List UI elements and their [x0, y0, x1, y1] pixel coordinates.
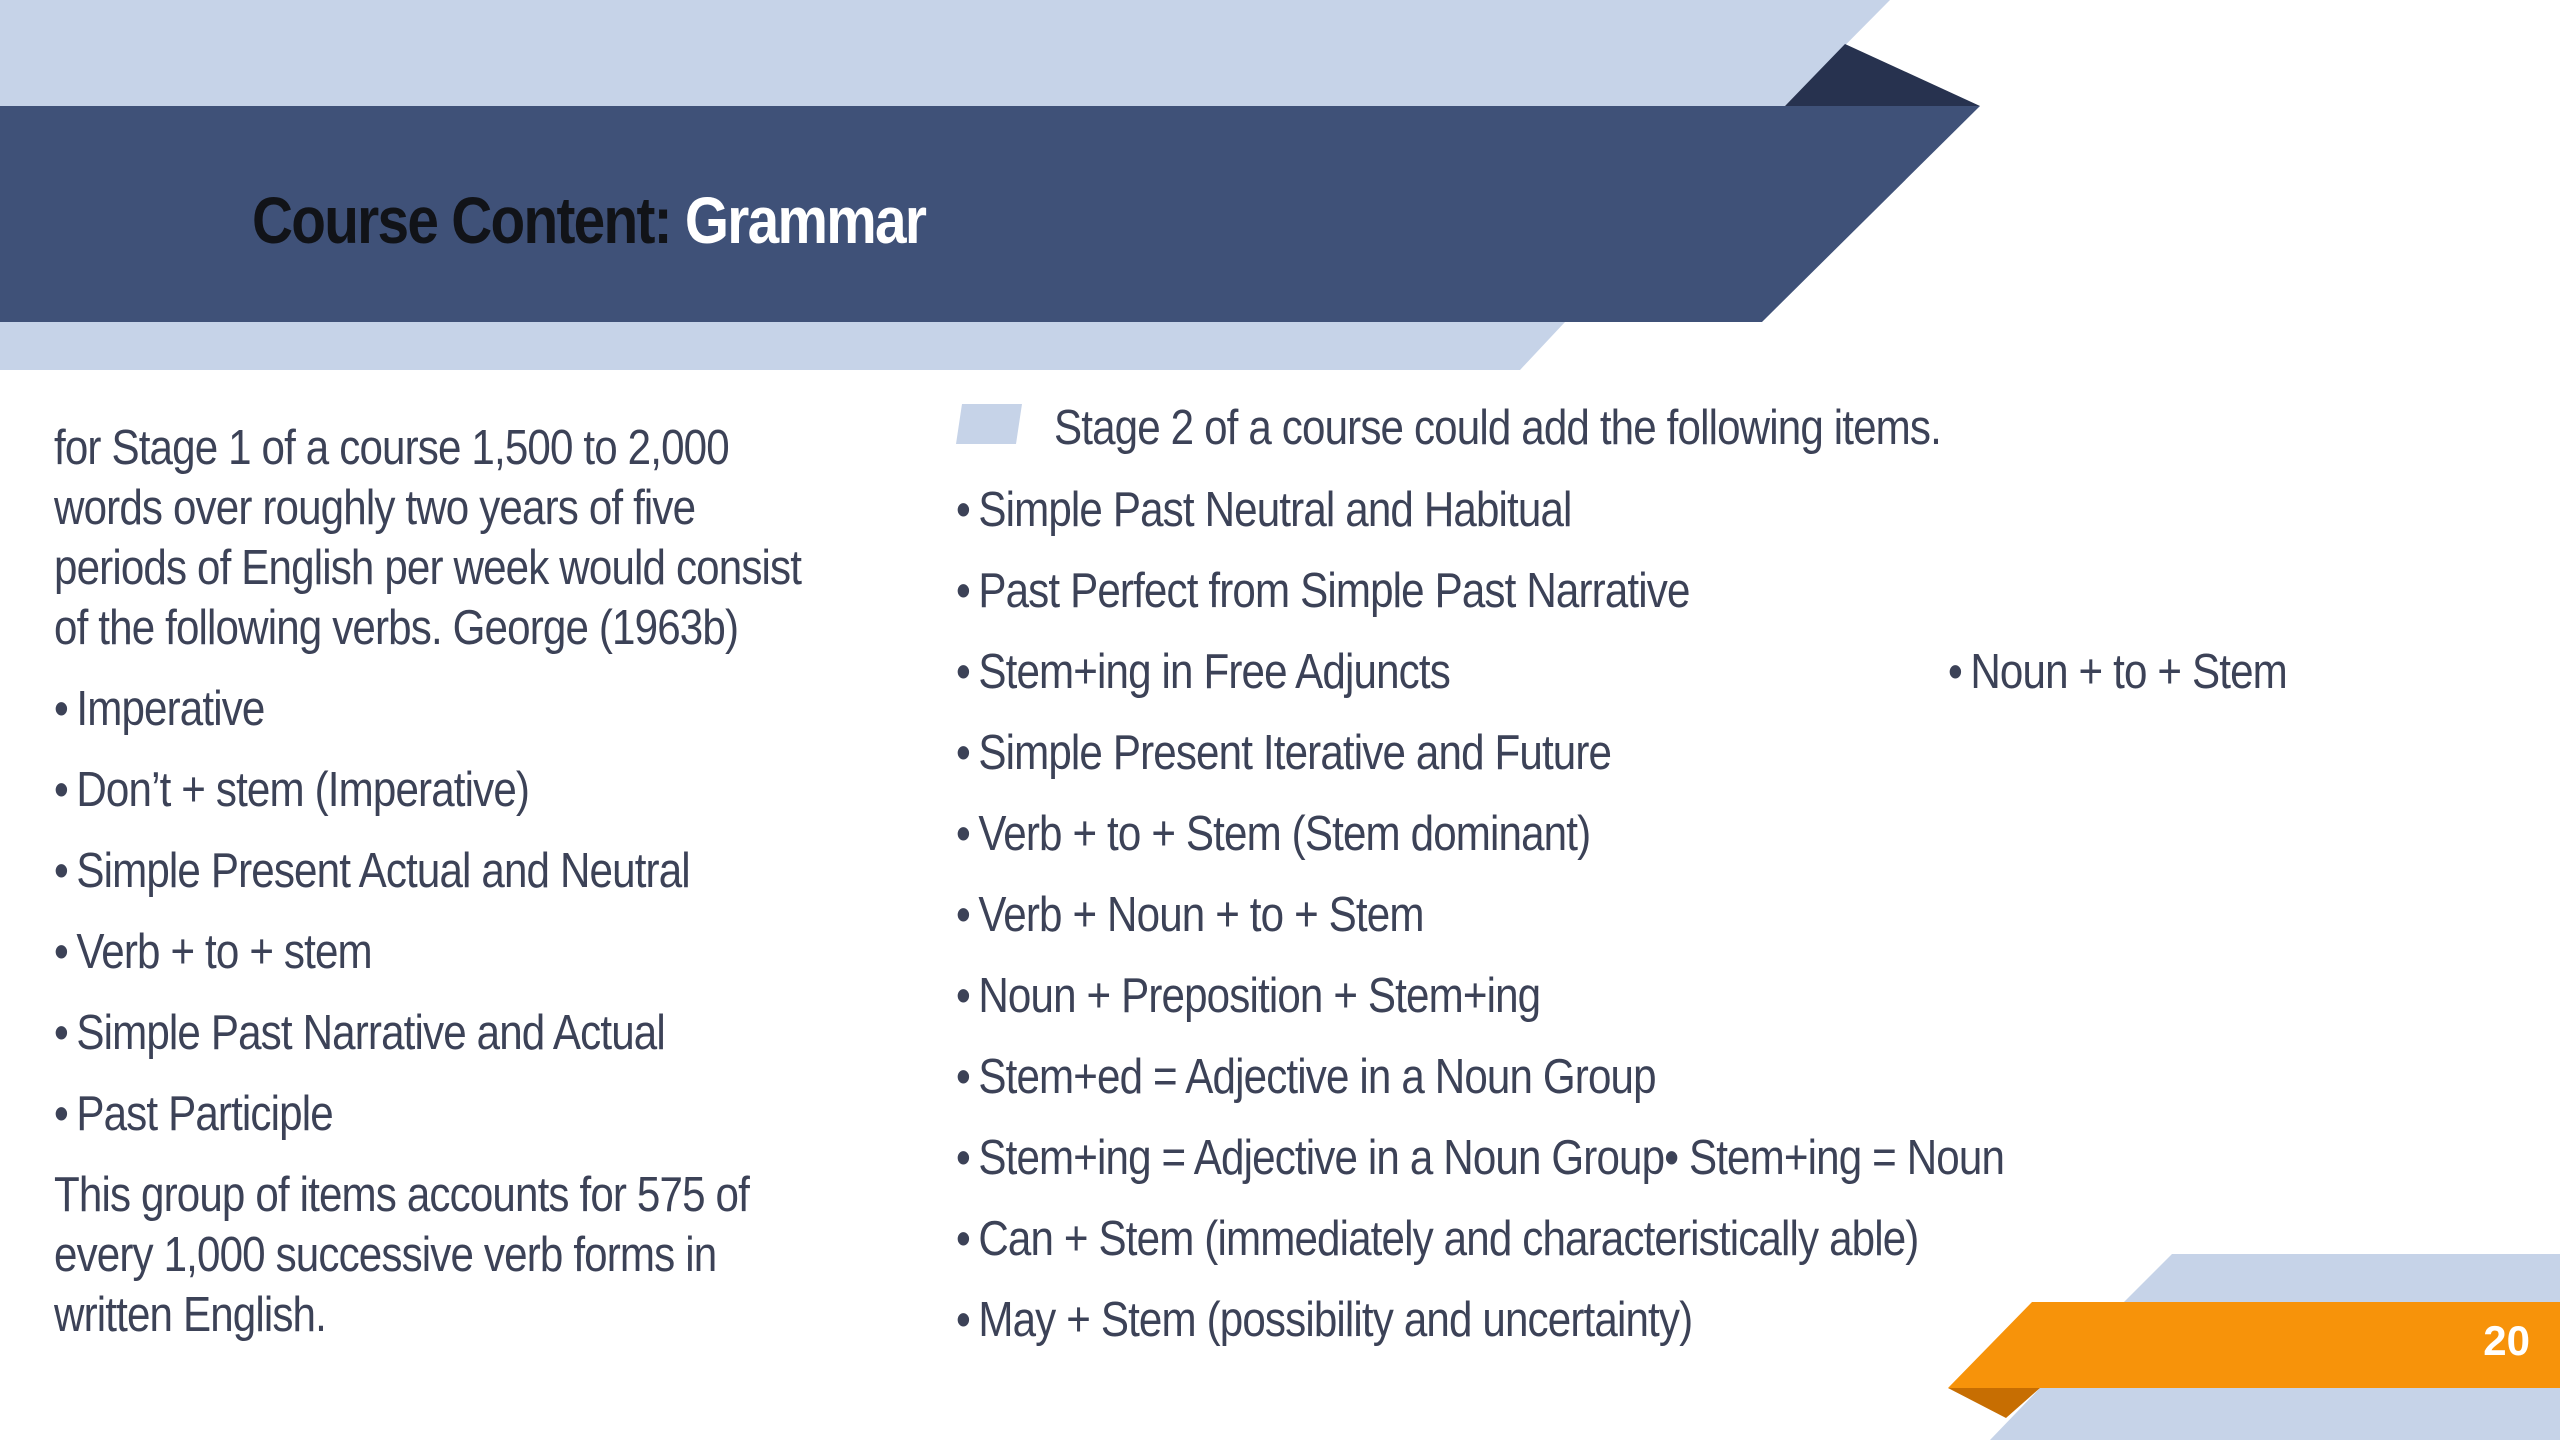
right-bullet-text: Verb + Noun + to + Stem — [978, 888, 1424, 942]
left-bullet-item — [54, 679, 828, 739]
left-closing-paragraph — [54, 1165, 828, 1345]
bullet-dot-icon: • — [956, 483, 970, 537]
left-column — [54, 418, 828, 1345]
left-closing-line: every 1,000 successive verb forms in — [54, 1228, 717, 1282]
right-bullet-item — [956, 480, 2004, 561]
page-number: 20 — [2483, 1317, 2530, 1364]
right-bullet-text: Noun + Preposition + Stem+ing — [978, 969, 1541, 1023]
bullet-dot-icon: • — [54, 1087, 68, 1141]
right-bullet-text: Stem+ing in Free Adjuncts — [978, 645, 1450, 699]
right-bullet-text: Simple Present Iterative and Future — [978, 726, 1612, 780]
stage-marker-icon — [956, 404, 1022, 444]
right-extra-bullet — [1948, 642, 2287, 702]
right-bullet-item — [956, 1128, 2004, 1209]
right-bullet-item — [956, 561, 2004, 642]
bullet-dot-icon: • — [54, 844, 68, 898]
left-bullet-text: Imperative — [76, 682, 265, 736]
bullet-dot-icon: • — [956, 888, 970, 942]
left-bullet-item — [54, 1003, 828, 1063]
bullet-dot-icon: • — [54, 682, 68, 736]
right-bullet-item — [956, 1209, 2004, 1290]
left-closing-line: written English. — [54, 1288, 326, 1342]
left-bullet-item — [54, 841, 828, 901]
right-bullet-item — [956, 966, 2004, 1047]
bullet-dot-icon: • — [54, 1006, 68, 1060]
left-intro-line: of the following verbs. George (1963b) — [54, 601, 739, 655]
slide-title-accent: Grammar — [684, 183, 926, 257]
bullet-dot-icon: • — [956, 1131, 970, 1185]
left-closing-line: This group of items accounts for 575 of — [54, 1168, 749, 1222]
header-light-band — [0, 0, 1890, 106]
bullet-dot-icon: • — [956, 807, 970, 861]
bullet-dot-icon: • — [956, 564, 970, 618]
bullet-dot-icon: • — [956, 1293, 970, 1347]
left-intro-line: for Stage 1 of a course 1,500 to 2,000 — [54, 421, 729, 475]
right-bullet-item — [956, 1047, 2004, 1128]
right-bullet-item — [956, 885, 2004, 966]
header-lower-strip — [0, 322, 1565, 370]
left-bullet-text: Verb + to + stem — [76, 925, 372, 979]
right-bullet-text: Past Perfect from Simple Past Narrative — [978, 564, 1690, 618]
slide-title — [252, 170, 925, 270]
slide-title-lead: Course Content: — [252, 183, 671, 257]
left-bullet-item — [54, 760, 828, 820]
right-extra-bullet-text: Noun + to + Stem — [1970, 645, 2287, 699]
bullet-dot-icon: • — [54, 925, 68, 979]
bullet-dot-icon: • — [956, 726, 970, 780]
right-bullet-item — [956, 804, 2004, 885]
footer-light-shape-bottom — [1990, 1388, 2560, 1440]
right-bullet-text: Stem+ing = Adjective in a Noun Group• Stem+ing = Noun — [978, 1131, 2005, 1185]
right-bullet-item — [956, 642, 2004, 723]
right-bullet-list — [956, 480, 2004, 1371]
bullet-dot-icon: • — [956, 969, 970, 1023]
left-bullet-item — [54, 922, 828, 982]
right-intro: Stage 2 of a course could add the following items. — [1054, 401, 1941, 455]
right-bullet-text: Simple Past Neutral and Habitual — [978, 483, 1572, 537]
bullet-dot-icon: • — [956, 1050, 970, 1104]
left-bullet-text: Don’t + stem (Imperative) — [76, 763, 530, 817]
bullet-dot-icon: • — [54, 763, 68, 817]
right-bullet-text: Verb + to + Stem (Stem dominant) — [978, 807, 1591, 861]
left-bullet-text: Past Participle — [76, 1087, 333, 1141]
left-intro-line: words over roughly two years of five — [54, 481, 696, 535]
right-bullet-item — [956, 723, 2004, 804]
bullet-dot-icon: • — [956, 645, 970, 699]
bullet-dot-icon: • — [1948, 645, 1962, 699]
right-bullet-text: Can + Stem (immediately and characteristically able) — [978, 1212, 1919, 1266]
left-bullet-item — [54, 1084, 828, 1144]
left-bullet-text: Simple Present Actual and Neutral — [76, 844, 690, 898]
left-intro-line: periods of English per week would consist — [54, 541, 802, 595]
right-bullet-text: Stem+ed = Adjective in a Noun Group — [978, 1050, 1656, 1104]
right-bullet-item — [956, 1290, 2004, 1371]
left-intro-paragraph — [54, 418, 828, 658]
left-bullet-text: Simple Past Narrative and Actual — [76, 1006, 665, 1060]
bullet-dot-icon: • — [956, 1212, 970, 1266]
right-bullet-text: May + Stem (possibility and uncertainty) — [978, 1293, 1693, 1347]
footer-light-shape-top — [2124, 1254, 2560, 1302]
